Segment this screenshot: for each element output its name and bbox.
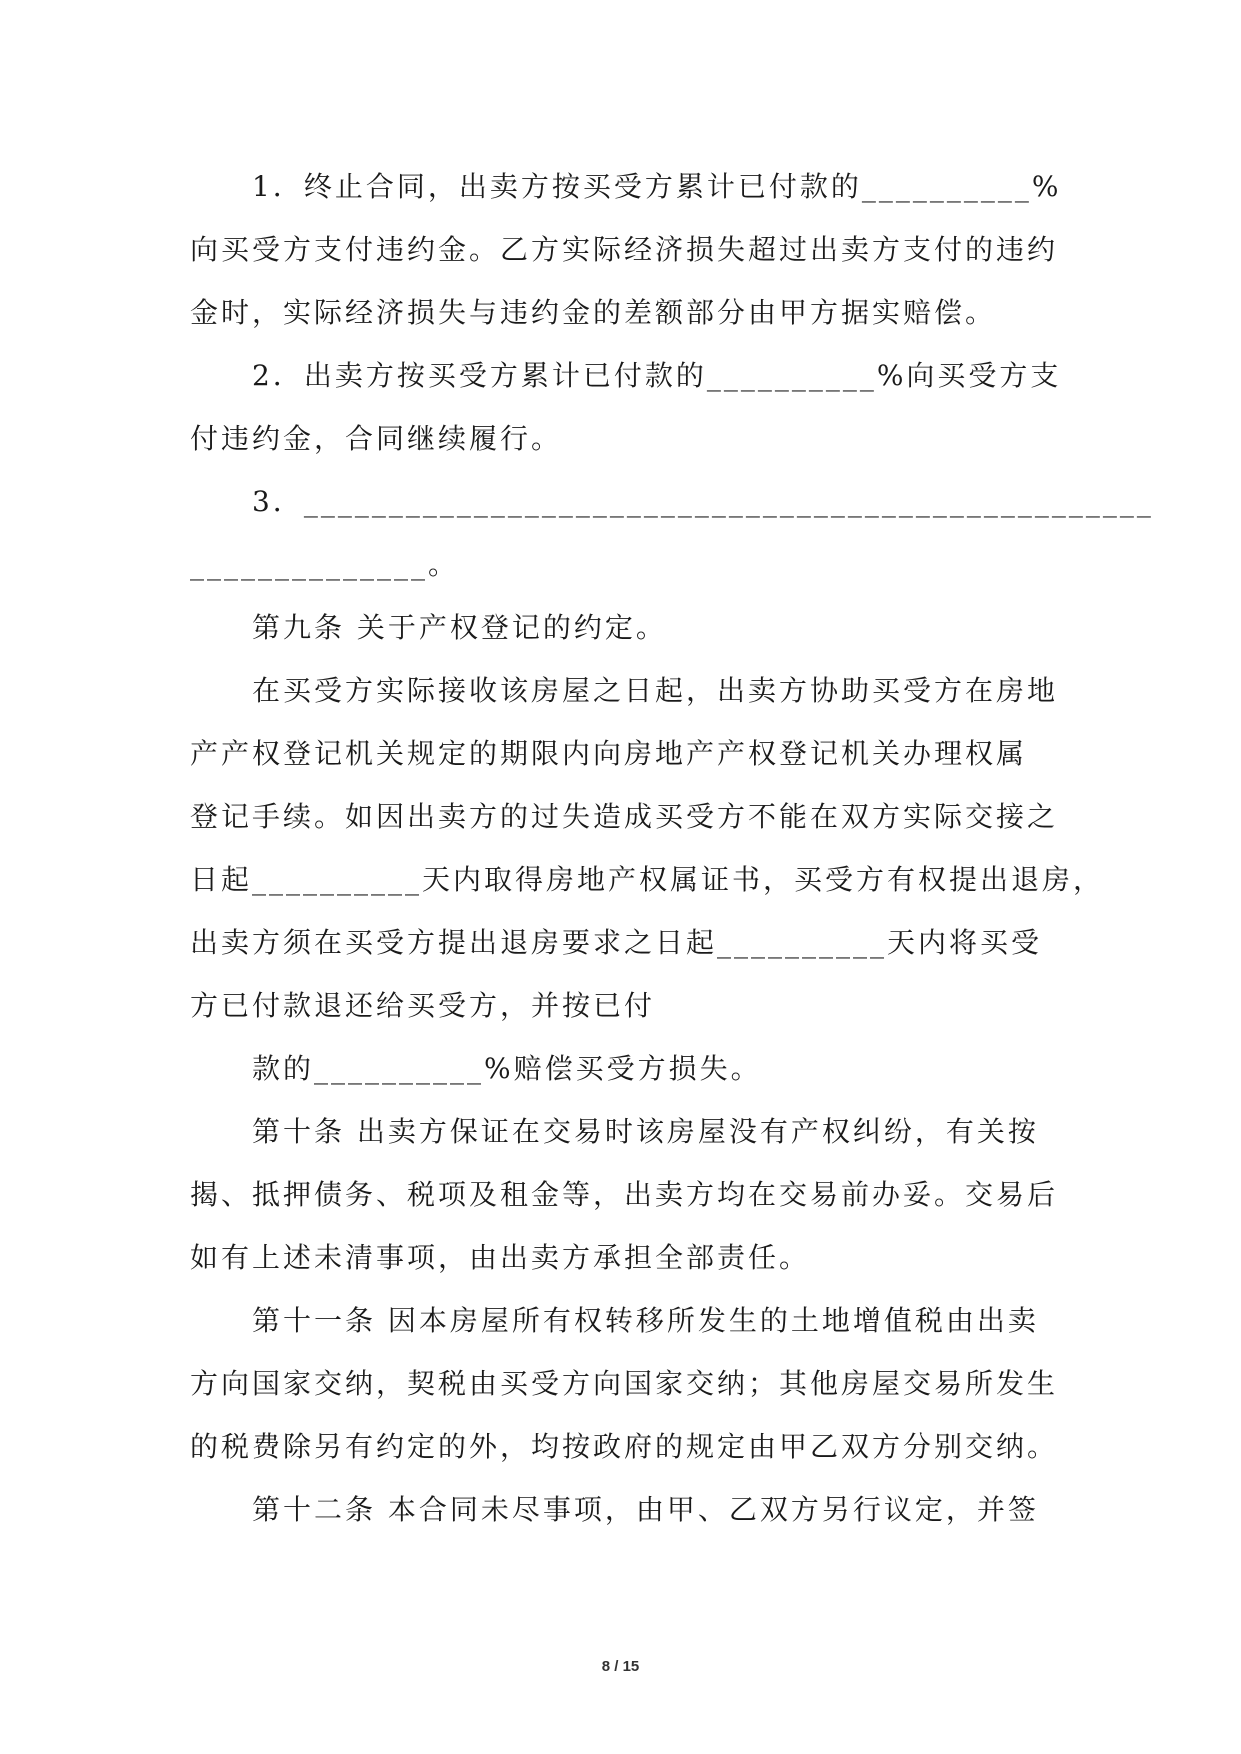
text-line: 方已付款退还给买受方，并按已付: [190, 989, 656, 1022]
text-line: 第九条 关于产权登记的约定。: [252, 611, 667, 644]
text-line: 出卖方须在买受方提出退房要求之日起__________天内将买受: [190, 926, 1043, 959]
text-line: 金时，实际经济损失与违约金的差额部分由甲方据实赔偿。: [190, 296, 997, 329]
text-line: 款的__________%赔偿买受方损失。: [252, 1052, 762, 1085]
text-line: 在买受方实际接收该房屋之日起，出卖方协助买受方在房地: [252, 674, 1059, 707]
text-line: 日起__________天内取得房地产权属证书，买受方有权提出退房，: [190, 863, 1105, 896]
text-line: ______________。: [190, 548, 460, 581]
text-line: 产产权登记机关规定的期限内向房地产产权登记机关办理权属: [190, 737, 1028, 770]
text-line: 揭、抵押债务、税项及租金等，出卖方均在交易前办妥。交易后: [190, 1178, 1059, 1211]
document-body: [190, 155, 1154, 1541]
text-line: 第十二条 本合同未尽事项，由甲、乙双方另行议定，并签: [252, 1493, 1039, 1526]
page-number: 8 / 15: [601, 1658, 640, 1675]
text-line: 如有上述未清事项，由出卖方承担全部责任。: [190, 1241, 811, 1274]
text-line: 第十条 出卖方保证在交易时该房屋没有产权纠纷，有关按: [252, 1115, 1039, 1148]
text-line: 3．__________________________________________________: [252, 485, 1154, 518]
text-line: 方向国家交纳，契税由买受方向国家交纳；其他房屋交易所发生: [190, 1367, 1059, 1400]
text-line: 2．出卖方按买受方累计已付款的__________%向买受方支: [252, 359, 1062, 392]
text-line: 登记手续。如因出卖方的过失造成买受方不能在双方实际交接之: [190, 800, 1059, 833]
text-line: 付违约金，合同继续履行。: [190, 422, 563, 455]
text-line: 1．终止合同，出卖方按买受方累计已付款的__________%: [252, 170, 1062, 203]
text-line: 的税费除另有约定的外，均按政府的规定由甲乙双方分别交纳。: [190, 1430, 1059, 1463]
text-line: 向买受方支付违约金。乙方实际经济损失超过出卖方支付的违约: [190, 233, 1059, 266]
text-line: 第十一条 因本房屋所有权转移所发生的土地增值税由出卖: [252, 1304, 1039, 1337]
